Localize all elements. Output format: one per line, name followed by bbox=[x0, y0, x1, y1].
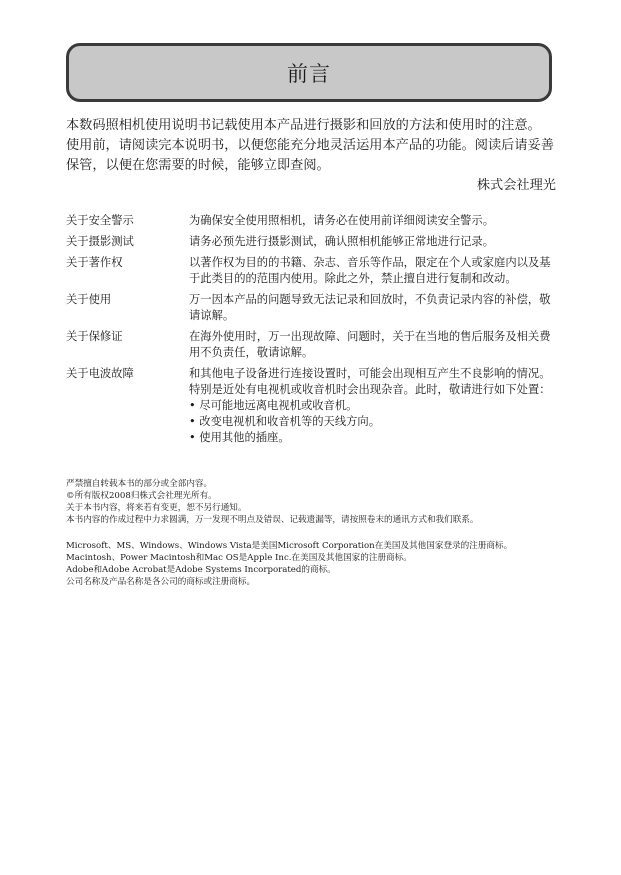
legal-line: 本书内容的作成过程中力求圆满，万一发现不明点及错误、记载遗漏等，请按照卷末的通讯方式和我们联系。 bbox=[66, 515, 479, 525]
bullet-item: • 改变电视机和收音机等的天线方向。 bbox=[189, 414, 556, 430]
note-test-shot bbox=[66, 234, 556, 250]
trademark-line: 公司名称及产品名称是各公司的商标或注册商标。 bbox=[66, 577, 256, 587]
note-usage bbox=[66, 292, 556, 324]
note-text: 万一因本产品的问题导致无法记录和回放时，不负责记录内容的补偿，敬请谅解。 bbox=[189, 293, 551, 322]
company-name: 株式会社理光 bbox=[476, 178, 556, 193]
legal-section bbox=[66, 478, 558, 588]
note-safety bbox=[66, 213, 556, 229]
note-text: 请务必预先进行摄影测试，确认照相机能够正常地进行记录。 bbox=[189, 235, 495, 248]
trademark-line: Adobe和Adobe Acrobat是Adobe Systems Incorporated的商标。 bbox=[66, 565, 336, 575]
bullet-item: • 使用其他的插座。 bbox=[189, 430, 556, 446]
note-warranty bbox=[66, 329, 556, 361]
intro-paragraph-1: 本数码照相机使用说明书记载使用本产品进行摄影和回放的方法和使用时的注意。 bbox=[66, 118, 541, 133]
legal-line: ©所有版权2008归株式会社理光所有。 bbox=[66, 491, 217, 501]
note-radio-interference bbox=[66, 366, 556, 446]
note-body bbox=[189, 366, 556, 446]
note-text: 以著作权为目的的书籍、杂志、音乐等作品，限定在个人或家庭内以及基于此类目的的范围内使用。除此之外，禁止擅自进行复制和改动。 bbox=[189, 256, 551, 285]
note-label: 关于电波故障 bbox=[66, 367, 134, 380]
intro-paragraph-2: 使用前，请阅读完本说明书，以便您能充分地灵活运用本产品的功能。阅读后请妥善保管，以便在您需要的时候，能够立即查阅。 bbox=[66, 138, 554, 173]
notes-list bbox=[66, 213, 556, 451]
note-text: 为确保安全使用照相机，请务必在使用前详细阅读安全警示。 bbox=[189, 214, 495, 227]
note-label: 关于保修证 bbox=[66, 330, 123, 343]
note-label: 关于安全警示 bbox=[66, 214, 134, 227]
note-label: 关于著作权 bbox=[66, 256, 123, 269]
trademark-line: Microsoft、MS、Windows、Windows Vista是美国Microsoft Corporation在美国及其他国家登录的注册商标。 bbox=[66, 541, 513, 551]
trademark-line: Macintosh、Power Macintosh和Mac OS是Apple Inc.在美国及其他国家的注册商标。 bbox=[66, 553, 412, 563]
title-banner bbox=[66, 43, 552, 102]
note-text: 在海外使用时，万一出现故障、问题时，关于在当地的售后服务及相关费用不负责任，敬请谅解。 bbox=[189, 330, 551, 359]
intro-section bbox=[66, 116, 556, 196]
spacer bbox=[66, 526, 558, 540]
note-label: 关于使用 bbox=[66, 293, 112, 306]
note-text: 和其他电子设备进行连接设置时，可能会出现相互产生不良影响的情况。特别是近处有电视机或收音机时会出现杂音。此时，敬请进行如下处置： bbox=[189, 367, 551, 396]
bullet-item: • 尽可能地远离电视机或收音机。 bbox=[189, 398, 556, 414]
note-copyright bbox=[66, 255, 556, 287]
legal-line: 严禁擅自转载本书的部分或全部内容。 bbox=[66, 479, 213, 489]
legal-line: 关于本书内容，将来若有变更，恕不另行通知。 bbox=[66, 503, 247, 513]
page-title: 前言 bbox=[287, 61, 331, 86]
bullet-list bbox=[189, 398, 556, 446]
note-label: 关于摄影测试 bbox=[66, 235, 134, 248]
